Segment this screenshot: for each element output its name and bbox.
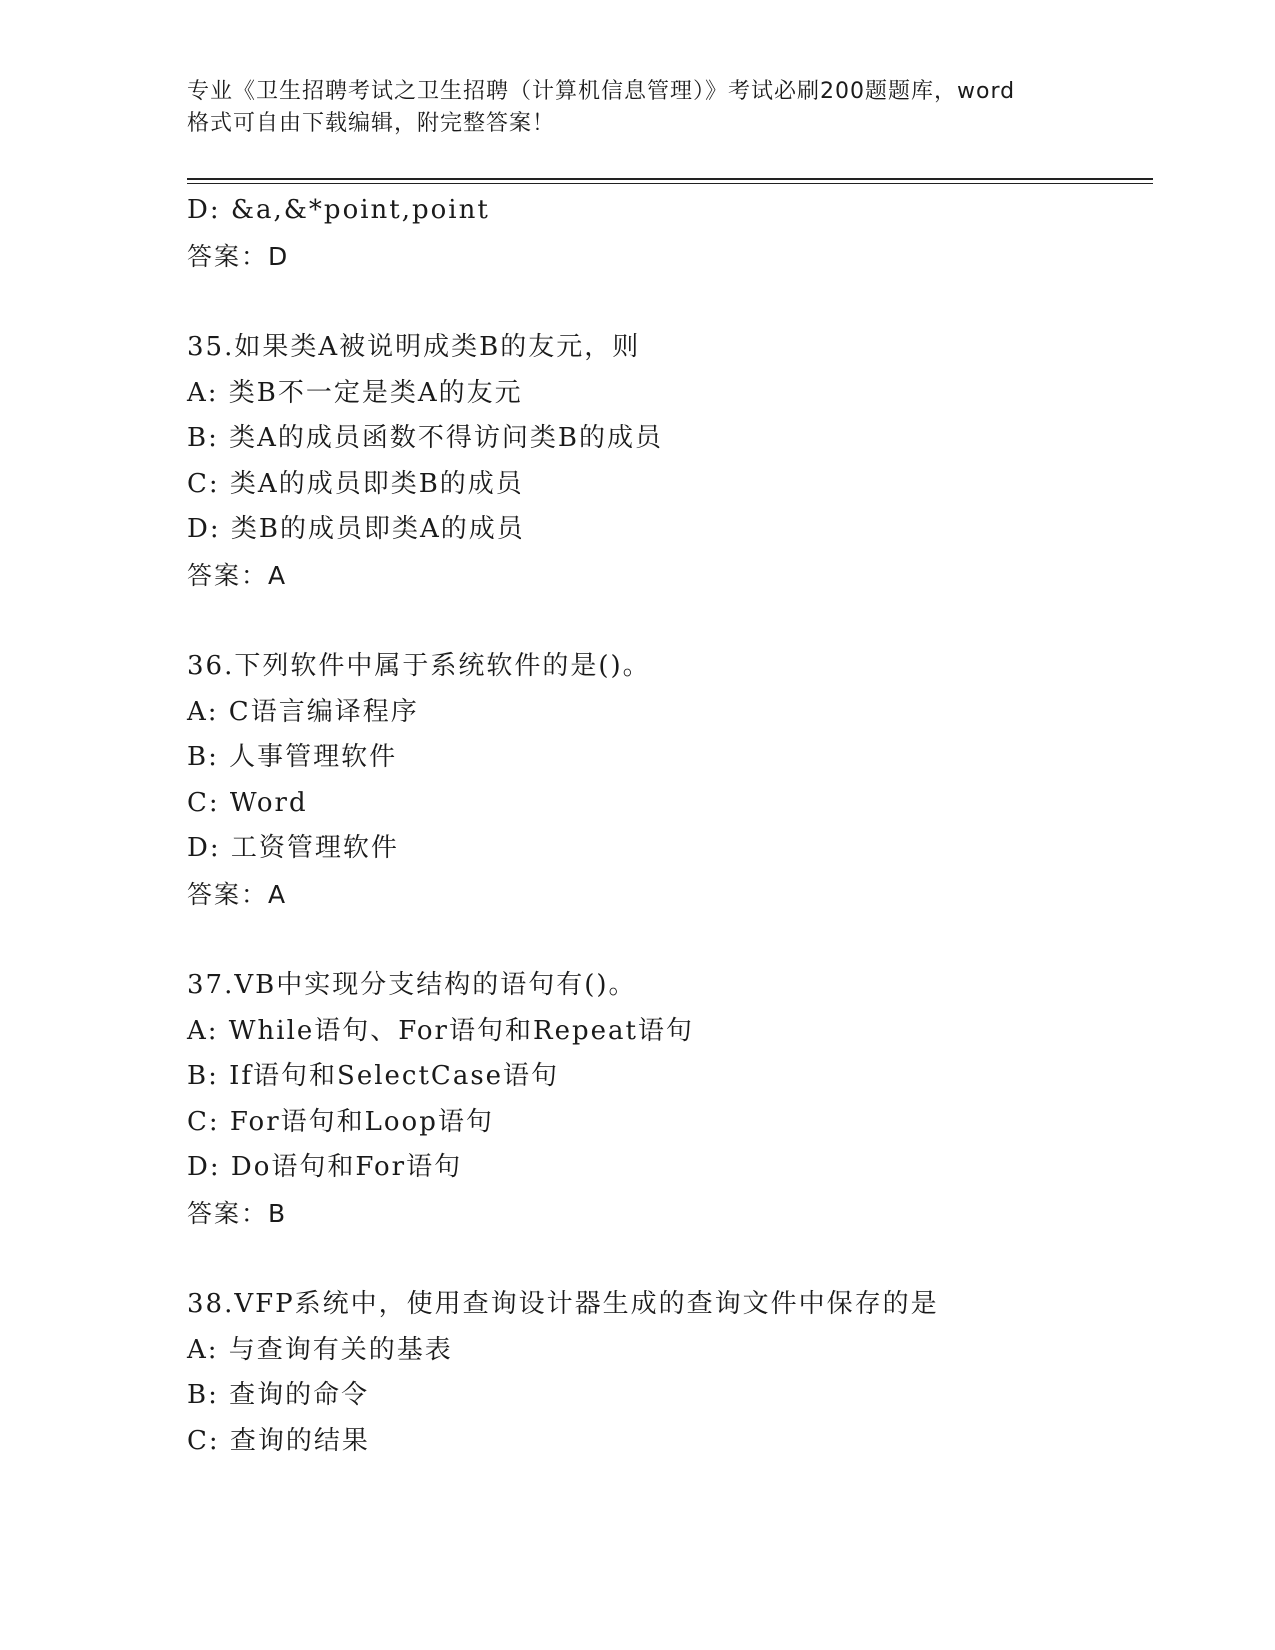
option-b: B: 类A的成员函数不得访问类B的成员 <box>187 423 664 453</box>
option-d: D: Do语句和For语句 <box>187 1152 463 1182</box>
option-a: A: While语句、For语句和Repeat语句 <box>187 1015 694 1046</box>
option-d: D: 工资管理软件 <box>187 833 399 863</box>
spacer <box>187 917 1187 963</box>
question-block-35 <box>187 325 1187 598</box>
spacer <box>187 279 1187 325</box>
question-block-prev <box>187 188 1187 279</box>
option-a: A: C语言编译程序 <box>187 696 419 727</box>
document-header <box>187 76 1087 140</box>
header-divider-top <box>187 178 1153 180</box>
option-d: D: &a,&*point,point <box>187 195 490 225</box>
option-b: B: 人事管理软件 <box>187 742 398 772</box>
answer-line: 答案：A <box>187 879 288 909</box>
question-block-38 <box>187 1282 1187 1464</box>
question-title: 36.下列软件中属于系统软件的是()。 <box>187 651 651 681</box>
spacer <box>187 598 1187 644</box>
option-b: B: If语句和SelectCase语句 <box>187 1061 560 1091</box>
option-a: A: 与查询有关的基表 <box>187 1334 453 1365</box>
question-block-36 <box>187 644 1187 917</box>
question-title: 37.VB中实现分支结构的语句有()。 <box>187 970 637 1000</box>
question-block-37 <box>187 963 1187 1236</box>
header-line-2: 格式可自由下载编辑，附完整答案！ <box>187 111 556 136</box>
header-line-1: 专业《卫生招聘考试之卫生招聘（计算机信息管理）》考试必刷200题题库，word <box>187 79 1016 104</box>
question-list <box>187 188 1187 1464</box>
option-b: B: 查询的命令 <box>187 1380 370 1410</box>
answer-line: 答案：B <box>187 1198 288 1228</box>
header-divider-bottom <box>187 183 1153 184</box>
option-a: A: 类B不一定是类A的友元 <box>187 377 523 408</box>
option-c: C: 类A的成员即类B的成员 <box>187 468 524 499</box>
option-c: C: Word <box>187 787 308 818</box>
spacer <box>187 1236 1187 1282</box>
question-title: 38.VFP系统中，使用查询设计器生成的查询文件中保存的是 <box>187 1289 939 1319</box>
answer-line: 答案：D <box>187 241 290 271</box>
question-title: 35.如果类A被说明成类B的友元，则 <box>187 332 641 362</box>
option-c: C: For语句和Loop语句 <box>187 1106 494 1137</box>
option-d: D: 类B的成员即类A的成员 <box>187 514 525 544</box>
answer-line: 答案：A <box>187 560 288 590</box>
option-c: C: 查询的结果 <box>187 1425 370 1456</box>
